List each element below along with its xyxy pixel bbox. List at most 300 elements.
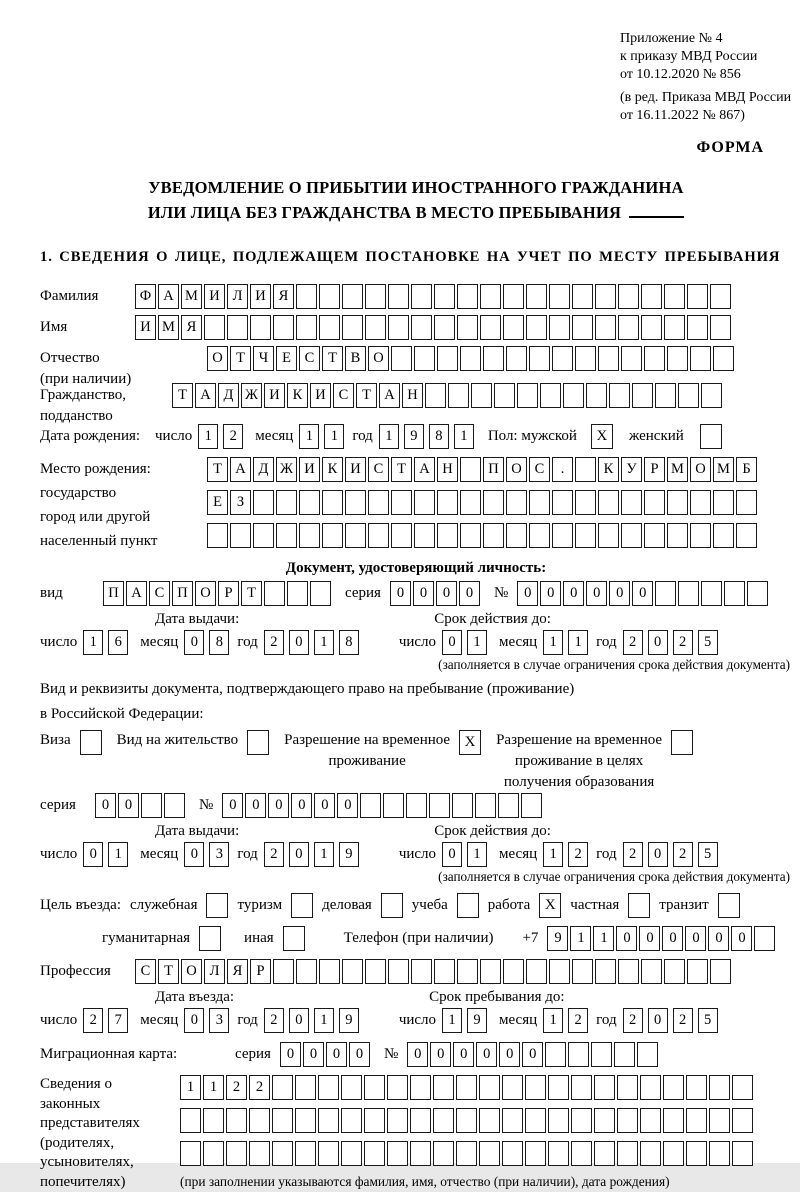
char-box[interactable]: 0: [442, 842, 462, 867]
char-box[interactable]: 7: [108, 1008, 128, 1033]
char-box[interactable]: 0: [609, 581, 630, 606]
char-box[interactable]: [460, 523, 481, 548]
char-box[interactable]: [678, 581, 699, 606]
char-box[interactable]: [594, 1141, 615, 1166]
char-box[interactable]: 1: [568, 630, 588, 655]
char-box[interactable]: 1: [324, 424, 344, 449]
char-box[interactable]: 0: [476, 1042, 497, 1067]
char-box[interactable]: Т: [391, 457, 412, 482]
char-box[interactable]: [456, 1141, 477, 1166]
char-box[interactable]: 1: [314, 842, 334, 867]
char-box[interactable]: [618, 315, 639, 340]
char-box[interactable]: [295, 1141, 316, 1166]
char-box[interactable]: Д: [253, 457, 274, 482]
char-box[interactable]: [549, 959, 570, 984]
char-box[interactable]: А: [379, 383, 400, 408]
char-box[interactable]: [342, 284, 363, 309]
char-box[interactable]: 0: [708, 926, 729, 951]
char-box[interactable]: М: [667, 457, 688, 482]
char-box[interactable]: [318, 1108, 339, 1133]
char-box[interactable]: [506, 523, 527, 548]
char-box[interactable]: Е: [276, 346, 297, 371]
char-box[interactable]: К: [322, 457, 343, 482]
char-box[interactable]: [388, 284, 409, 309]
char-box[interactable]: [230, 523, 251, 548]
char-box[interactable]: М: [713, 457, 734, 482]
char-box[interactable]: [525, 1141, 546, 1166]
char-box[interactable]: [754, 926, 775, 951]
char-box[interactable]: [456, 1108, 477, 1133]
char-box[interactable]: 0: [540, 581, 561, 606]
char-box[interactable]: [483, 523, 504, 548]
char-box[interactable]: С: [149, 581, 170, 606]
char-box[interactable]: [621, 490, 642, 515]
char-box[interactable]: [345, 490, 366, 515]
checkbox-purpose-humanitarian[interactable]: [199, 926, 221, 951]
char-box[interactable]: [598, 490, 619, 515]
char-box[interactable]: 2: [83, 1008, 103, 1033]
char-box[interactable]: [709, 1141, 730, 1166]
char-box[interactable]: 1: [543, 842, 563, 867]
char-box[interactable]: [342, 315, 363, 340]
char-box[interactable]: [437, 523, 458, 548]
char-box[interactable]: [480, 315, 501, 340]
char-box[interactable]: [687, 959, 708, 984]
char-box[interactable]: [322, 523, 343, 548]
char-box[interactable]: [341, 1108, 362, 1133]
char-box[interactable]: [552, 346, 573, 371]
char-box[interactable]: [364, 1075, 385, 1100]
char-box[interactable]: [678, 383, 699, 408]
char-box[interactable]: 1: [83, 630, 103, 655]
char-box[interactable]: [203, 1108, 224, 1133]
char-box[interactable]: [475, 793, 496, 818]
char-box[interactable]: Н: [402, 383, 423, 408]
char-box[interactable]: [686, 1108, 707, 1133]
char-box[interactable]: [391, 490, 412, 515]
checkbox-female[interactable]: [700, 424, 722, 449]
title-blank-line[interactable]: [629, 203, 684, 218]
char-box[interactable]: [710, 284, 731, 309]
char-box[interactable]: 0: [184, 842, 204, 867]
char-box[interactable]: 0: [289, 630, 309, 655]
char-box[interactable]: 2: [568, 842, 588, 867]
char-box[interactable]: [690, 490, 711, 515]
char-box[interactable]: 0: [222, 793, 243, 818]
char-box[interactable]: [479, 1141, 500, 1166]
char-box[interactable]: 0: [95, 793, 116, 818]
char-box[interactable]: [552, 523, 573, 548]
char-box[interactable]: [686, 1141, 707, 1166]
char-box[interactable]: [732, 1075, 753, 1100]
char-box[interactable]: [318, 1141, 339, 1166]
char-box[interactable]: [226, 1108, 247, 1133]
char-box[interactable]: [227, 315, 248, 340]
char-box[interactable]: [296, 284, 317, 309]
char-box[interactable]: [264, 581, 285, 606]
char-box[interactable]: 0: [662, 926, 683, 951]
char-box[interactable]: [724, 581, 745, 606]
char-box[interactable]: [410, 1108, 431, 1133]
char-box[interactable]: [272, 1075, 293, 1100]
char-box[interactable]: У: [621, 457, 642, 482]
char-box[interactable]: И: [299, 457, 320, 482]
char-box[interactable]: 2: [264, 1008, 284, 1033]
char-box[interactable]: [526, 284, 547, 309]
char-box[interactable]: Ф: [135, 284, 156, 309]
char-box[interactable]: А: [195, 383, 216, 408]
char-box[interactable]: [437, 346, 458, 371]
checkbox-purpose-business[interactable]: [381, 893, 403, 918]
char-box[interactable]: [207, 523, 228, 548]
char-box[interactable]: 2: [673, 842, 693, 867]
char-box[interactable]: [457, 959, 478, 984]
char-box[interactable]: [502, 1108, 523, 1133]
char-box[interactable]: [644, 490, 665, 515]
char-box[interactable]: [368, 490, 389, 515]
char-box[interactable]: 8: [209, 630, 229, 655]
char-box[interactable]: [747, 581, 768, 606]
char-box[interactable]: О: [181, 959, 202, 984]
char-box[interactable]: 0: [268, 793, 289, 818]
char-box[interactable]: [503, 959, 524, 984]
char-box[interactable]: [480, 959, 501, 984]
char-box[interactable]: М: [158, 315, 179, 340]
char-box[interactable]: [572, 284, 593, 309]
char-box[interactable]: [690, 523, 711, 548]
char-box[interactable]: [595, 284, 616, 309]
char-box[interactable]: П: [172, 581, 193, 606]
char-box[interactable]: [655, 581, 676, 606]
char-box[interactable]: 0: [245, 793, 266, 818]
char-box[interactable]: [368, 523, 389, 548]
char-box[interactable]: [457, 315, 478, 340]
char-box[interactable]: [517, 383, 538, 408]
char-box[interactable]: И: [135, 315, 156, 340]
char-box[interactable]: [667, 346, 688, 371]
checkbox-purpose-transit[interactable]: [718, 893, 740, 918]
char-box[interactable]: [480, 284, 501, 309]
char-box[interactable]: [411, 284, 432, 309]
char-box[interactable]: [387, 1075, 408, 1100]
char-box[interactable]: Р: [250, 959, 271, 984]
char-box[interactable]: С: [333, 383, 354, 408]
char-box[interactable]: [429, 793, 450, 818]
char-box[interactable]: [529, 346, 550, 371]
char-box[interactable]: 1: [593, 926, 614, 951]
char-box[interactable]: [736, 523, 757, 548]
char-box[interactable]: [571, 1108, 592, 1133]
char-box[interactable]: 9: [547, 926, 568, 951]
char-box[interactable]: 1: [442, 1008, 462, 1033]
char-box[interactable]: 1: [379, 424, 399, 449]
char-box[interactable]: [545, 1042, 566, 1067]
char-box[interactable]: [687, 284, 708, 309]
char-box[interactable]: [526, 315, 547, 340]
char-box[interactable]: [502, 1141, 523, 1166]
char-box[interactable]: 0: [517, 581, 538, 606]
char-box[interactable]: Т: [356, 383, 377, 408]
char-box[interactable]: [568, 1042, 589, 1067]
char-box[interactable]: [410, 1075, 431, 1100]
char-box[interactable]: [713, 523, 734, 548]
char-box[interactable]: Т: [322, 346, 343, 371]
char-box[interactable]: [141, 793, 162, 818]
char-box[interactable]: [295, 1108, 316, 1133]
char-box[interactable]: [272, 1108, 293, 1133]
char-box[interactable]: Ч: [253, 346, 274, 371]
char-box[interactable]: [641, 284, 662, 309]
char-box[interactable]: 3: [209, 1008, 229, 1033]
char-box[interactable]: К: [287, 383, 308, 408]
char-box[interactable]: [549, 315, 570, 340]
char-box[interactable]: [365, 315, 386, 340]
char-box[interactable]: 0: [632, 581, 653, 606]
char-box[interactable]: С: [529, 457, 550, 482]
char-box[interactable]: Я: [227, 959, 248, 984]
char-box[interactable]: [713, 490, 734, 515]
char-box[interactable]: [632, 383, 653, 408]
char-box[interactable]: [387, 1141, 408, 1166]
char-box[interactable]: Р: [644, 457, 665, 482]
char-box[interactable]: [345, 523, 366, 548]
char-box[interactable]: [732, 1141, 753, 1166]
char-box[interactable]: [319, 284, 340, 309]
char-box[interactable]: [434, 315, 455, 340]
char-box[interactable]: 0: [648, 1008, 668, 1033]
char-box[interactable]: [641, 959, 662, 984]
char-box[interactable]: [664, 959, 685, 984]
char-box[interactable]: 1: [543, 630, 563, 655]
char-box[interactable]: [388, 315, 409, 340]
char-box[interactable]: [457, 284, 478, 309]
char-box[interactable]: [526, 959, 547, 984]
char-box[interactable]: Я: [181, 315, 202, 340]
char-box[interactable]: Ж: [241, 383, 262, 408]
char-box[interactable]: [529, 490, 550, 515]
char-box[interactable]: [437, 490, 458, 515]
char-box[interactable]: [621, 523, 642, 548]
char-box[interactable]: 0: [303, 1042, 324, 1067]
char-box[interactable]: [640, 1075, 661, 1100]
char-box[interactable]: 1: [454, 424, 474, 449]
char-box[interactable]: 0: [390, 581, 411, 606]
char-box[interactable]: [180, 1108, 201, 1133]
char-box[interactable]: 6: [108, 630, 128, 655]
char-box[interactable]: [710, 959, 731, 984]
char-box[interactable]: Н: [437, 457, 458, 482]
char-box[interactable]: Т: [207, 457, 228, 482]
char-box[interactable]: [322, 490, 343, 515]
char-box[interactable]: 1: [467, 630, 487, 655]
checkbox-purpose-study[interactable]: [457, 893, 479, 918]
char-box[interactable]: [586, 383, 607, 408]
char-box[interactable]: А: [126, 581, 147, 606]
char-box[interactable]: [521, 793, 542, 818]
char-box[interactable]: [365, 284, 386, 309]
char-box[interactable]: [572, 959, 593, 984]
char-box[interactable]: С: [135, 959, 156, 984]
char-box[interactable]: [406, 793, 427, 818]
char-box[interactable]: [287, 581, 308, 606]
char-box[interactable]: [618, 284, 639, 309]
char-box[interactable]: [549, 284, 570, 309]
char-box[interactable]: [388, 959, 409, 984]
char-box[interactable]: 0: [349, 1042, 370, 1067]
char-box[interactable]: 0: [184, 630, 204, 655]
char-box[interactable]: 0: [337, 793, 358, 818]
char-box[interactable]: И: [310, 383, 331, 408]
char-box[interactable]: [548, 1141, 569, 1166]
char-box[interactable]: 2: [264, 630, 284, 655]
char-box[interactable]: [310, 581, 331, 606]
char-box[interactable]: П: [103, 581, 124, 606]
char-box[interactable]: [249, 1141, 270, 1166]
char-box[interactable]: [364, 1108, 385, 1133]
char-box[interactable]: И: [204, 284, 225, 309]
char-box[interactable]: [617, 1108, 638, 1133]
char-box[interactable]: [571, 1141, 592, 1166]
char-box[interactable]: О: [506, 457, 527, 482]
char-box[interactable]: 3: [209, 842, 229, 867]
char-box[interactable]: [296, 315, 317, 340]
char-box[interactable]: Т: [172, 383, 193, 408]
char-box[interactable]: [664, 284, 685, 309]
char-box[interactable]: О: [368, 346, 389, 371]
char-box[interactable]: [552, 490, 573, 515]
char-box[interactable]: [637, 1042, 658, 1067]
char-box[interactable]: 9: [339, 842, 359, 867]
char-box[interactable]: 2: [673, 630, 693, 655]
char-box[interactable]: [452, 793, 473, 818]
char-box[interactable]: [276, 490, 297, 515]
char-box[interactable]: К: [598, 457, 619, 482]
char-box[interactable]: [425, 383, 446, 408]
char-box[interactable]: 0: [291, 793, 312, 818]
char-box[interactable]: 9: [467, 1008, 487, 1033]
char-box[interactable]: [411, 959, 432, 984]
char-box[interactable]: [701, 581, 722, 606]
char-box[interactable]: [617, 1075, 638, 1100]
char-box[interactable]: [460, 457, 481, 482]
char-box[interactable]: [434, 959, 455, 984]
checkbox-temp-residence[interactable]: X: [459, 730, 481, 755]
char-box[interactable]: [644, 346, 665, 371]
char-box[interactable]: 0: [648, 630, 668, 655]
char-box[interactable]: 2: [623, 630, 643, 655]
char-box[interactable]: А: [414, 457, 435, 482]
char-box[interactable]: 8: [339, 630, 359, 655]
checkbox-purpose-work[interactable]: X: [539, 893, 561, 918]
char-box[interactable]: [273, 959, 294, 984]
char-box[interactable]: 0: [586, 581, 607, 606]
char-box[interactable]: [506, 490, 527, 515]
char-box[interactable]: 8: [429, 424, 449, 449]
char-box[interactable]: 0: [118, 793, 139, 818]
char-box[interactable]: 1: [108, 842, 128, 867]
char-box[interactable]: 0: [639, 926, 660, 951]
char-box[interactable]: 1: [203, 1075, 224, 1100]
char-box[interactable]: [364, 1141, 385, 1166]
char-box[interactable]: 0: [289, 1008, 309, 1033]
char-box[interactable]: [663, 1075, 684, 1100]
char-box[interactable]: [503, 284, 524, 309]
char-box[interactable]: [414, 346, 435, 371]
char-box[interactable]: [640, 1108, 661, 1133]
char-box[interactable]: 1: [467, 842, 487, 867]
checkbox-visa[interactable]: [80, 730, 102, 755]
checkbox-purpose-private[interactable]: [628, 893, 650, 918]
char-box[interactable]: 0: [442, 630, 462, 655]
char-box[interactable]: [594, 1075, 615, 1100]
char-box[interactable]: [575, 490, 596, 515]
char-box[interactable]: [164, 793, 185, 818]
char-box[interactable]: [299, 523, 320, 548]
char-box[interactable]: [640, 1141, 661, 1166]
char-box[interactable]: [414, 490, 435, 515]
char-box[interactable]: [383, 793, 404, 818]
char-box[interactable]: [391, 523, 412, 548]
char-box[interactable]: 0: [685, 926, 706, 951]
char-box[interactable]: [595, 959, 616, 984]
char-box[interactable]: 0: [731, 926, 752, 951]
char-box[interactable]: [690, 346, 711, 371]
char-box[interactable]: [360, 793, 381, 818]
char-box[interactable]: 1: [314, 1008, 334, 1033]
char-box[interactable]: [411, 315, 432, 340]
char-box[interactable]: О: [207, 346, 228, 371]
char-box[interactable]: Б: [736, 457, 757, 482]
char-box[interactable]: [273, 315, 294, 340]
char-box[interactable]: А: [158, 284, 179, 309]
checkbox-purpose-other[interactable]: [283, 926, 305, 951]
char-box[interactable]: И: [264, 383, 285, 408]
char-box[interactable]: [503, 315, 524, 340]
char-box[interactable]: [203, 1141, 224, 1166]
char-box[interactable]: 5: [698, 630, 718, 655]
char-box[interactable]: [471, 383, 492, 408]
char-box[interactable]: [572, 315, 593, 340]
char-box[interactable]: 2: [264, 842, 284, 867]
char-box[interactable]: 2: [623, 842, 643, 867]
char-box[interactable]: 0: [522, 1042, 543, 1067]
char-box[interactable]: [655, 383, 676, 408]
char-box[interactable]: Д: [218, 383, 239, 408]
char-box[interactable]: М: [181, 284, 202, 309]
char-box[interactable]: [506, 346, 527, 371]
char-box[interactable]: 0: [616, 926, 637, 951]
char-box[interactable]: [433, 1141, 454, 1166]
char-box[interactable]: [563, 383, 584, 408]
char-box[interactable]: Я: [273, 284, 294, 309]
char-box[interactable]: [614, 1042, 635, 1067]
char-box[interactable]: 1: [180, 1075, 201, 1100]
char-box[interactable]: Т: [241, 581, 262, 606]
char-box[interactable]: 2: [223, 424, 243, 449]
char-box[interactable]: [594, 1108, 615, 1133]
char-box[interactable]: [709, 1108, 730, 1133]
char-box[interactable]: [276, 523, 297, 548]
char-box[interactable]: В: [345, 346, 366, 371]
char-box[interactable]: [663, 1108, 684, 1133]
char-box[interactable]: [617, 1141, 638, 1166]
char-box[interactable]: [204, 315, 225, 340]
char-box[interactable]: А: [230, 457, 251, 482]
char-box[interactable]: [525, 1075, 546, 1100]
char-box[interactable]: 0: [289, 842, 309, 867]
char-box[interactable]: [456, 1075, 477, 1100]
char-box[interactable]: [644, 523, 665, 548]
